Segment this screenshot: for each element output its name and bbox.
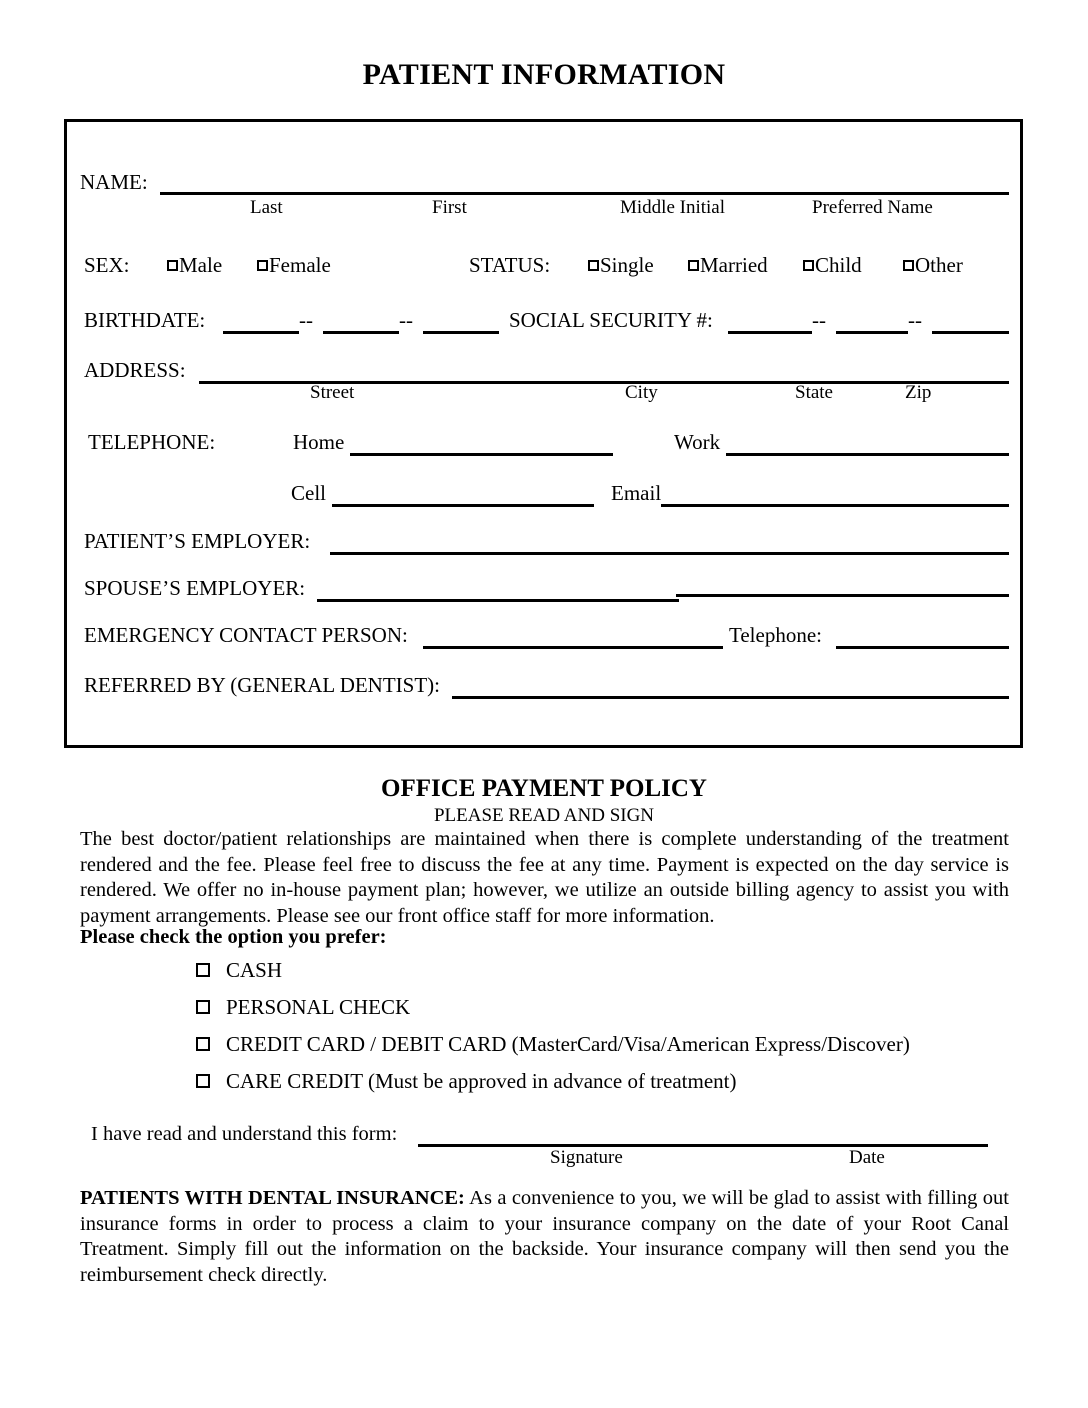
checkbox-icon-care-credit[interactable] [196, 1074, 210, 1088]
email-line[interactable] [661, 504, 1009, 507]
status-option-other-label: Other [915, 253, 963, 277]
checkbox-icon-single[interactable] [588, 260, 599, 271]
birthdate-year-line[interactable] [423, 331, 499, 334]
payment-option-credit-card[interactable] [196, 1032, 910, 1057]
checkbox-icon-credit-card[interactable] [196, 1037, 210, 1051]
ssn-separator-1: -- [812, 308, 826, 332]
telephone-cell-label: Cell [291, 481, 326, 505]
page-title: PATIENT INFORMATION [362, 58, 726, 91]
emergency-contact-name-line[interactable] [423, 646, 723, 649]
dental-insurance-lead: PATIENTS WITH DENTAL INSURANCE: [80, 1187, 465, 1209]
ssn-label: SOCIAL SECURITY #: [509, 308, 713, 332]
checkbox-icon-personal-check[interactable] [196, 1000, 210, 1014]
status-option-child[interactable] [803, 255, 862, 276]
sex-option-female[interactable] [257, 255, 331, 276]
checkbox-icon-cash[interactable] [196, 963, 210, 977]
sex-option-male-label: Male [179, 253, 223, 277]
status-option-single[interactable] [588, 255, 654, 276]
status-label: STATUS: [469, 253, 551, 277]
dental-insurance-paragraph [80, 1186, 1009, 1288]
checkbox-icon-male[interactable] [167, 260, 178, 271]
payment-option-personal-check-label: PERSONAL CHECK [226, 995, 411, 1019]
birthdate-month-line[interactable] [223, 331, 299, 334]
telephone-work-line[interactable] [726, 453, 1009, 456]
ssn-part-1-line[interactable] [728, 331, 812, 334]
payment-option-care-credit[interactable] [196, 1069, 736, 1094]
acknowledgement-text: I have read and understand this form: [91, 1123, 398, 1145]
sex-option-male[interactable] [167, 255, 222, 276]
signature-line[interactable] [418, 1144, 988, 1147]
status-option-other[interactable] [903, 255, 963, 276]
address-label: ADDRESS: [84, 358, 186, 382]
name-label: NAME: [80, 170, 148, 194]
status-option-married-label: Married [700, 253, 768, 277]
checkbox-icon-child[interactable] [803, 260, 814, 271]
dental-insurance-body: As a convenience to you, we will be glad to assist with filling out insurance forms in order to process a claim to your insurance company on the date of your Root Canal Treatment. Simply fill out the information on the backside. Your insurance company will then send you the reimbursement check directly. [80, 1187, 1009, 1286]
checkbox-icon-married[interactable] [688, 260, 699, 271]
birthdate-separator-2: -- [399, 308, 413, 332]
telephone-label: TELEPHONE: [88, 430, 216, 454]
birthdate-separator-1: -- [299, 308, 313, 332]
telephone-cell-line[interactable] [332, 504, 594, 507]
email-label: Email [611, 481, 662, 505]
payment-option-cash[interactable] [196, 958, 282, 983]
payment-option-personal-check[interactable] [196, 995, 410, 1020]
checkbox-icon-female[interactable] [257, 260, 268, 271]
sex-label: SEX: [84, 253, 130, 277]
spouse-employer-label: SPOUSE’S EMPLOYER: [84, 576, 306, 600]
payment-policy-body: The best doctor/patient relationships are maintained when there is complete understanding of the treatment rendered and the fee. Please feel free to discuss the fee at any time. Payment is expected on the day service is rendered. We offer no in-house payment plan; however, we utilize an outside billing agency to assist you with payment arrangements. Please see our front office staff for more information. [80, 828, 1009, 927]
spouse-employer-line-a[interactable] [317, 599, 679, 602]
name-input-line[interactable] [160, 192, 1009, 195]
payment-policy-subheading: PLEASE READ AND SIGN [433, 805, 655, 826]
address-sublabel-state: State [795, 382, 833, 403]
name-sublabel-last: Last [250, 197, 283, 218]
spouse-employer-line-b[interactable] [676, 594, 1009, 597]
emergency-contact-label: EMERGENCY CONTACT PERSON: [84, 623, 408, 647]
address-sublabel-street: Street [310, 382, 355, 403]
birthdate-label: BIRTHDATE: [84, 308, 206, 332]
referred-by-line[interactable] [452, 696, 1009, 699]
payment-option-prompt: Please check the option you prefer: [80, 926, 387, 948]
address-sublabel-zip: Zip [905, 382, 932, 403]
telephone-home-line[interactable] [350, 453, 613, 456]
name-sublabel-preferred-name: Preferred Name [812, 197, 933, 218]
checkbox-icon-other[interactable] [903, 260, 914, 271]
signature-label: Signature [550, 1147, 623, 1168]
ssn-part-3-line[interactable] [932, 331, 1009, 334]
emergency-contact-telephone-label: Telephone: [729, 623, 822, 647]
name-sublabel-middle-initial: Middle Initial [620, 197, 726, 218]
patient-employer-line[interactable] [330, 552, 1009, 555]
referred-by-label: REFERRED BY (GENERAL DENTIST): [84, 673, 441, 697]
name-sublabel-first: First [432, 197, 467, 218]
birthdate-day-line[interactable] [323, 331, 399, 334]
date-label: Date [849, 1147, 885, 1168]
ssn-separator-2: -- [908, 308, 922, 332]
patient-employer-label: PATIENT’S EMPLOYER: [84, 529, 311, 553]
payment-option-care-credit-label: CARE CREDIT (Must be approved in advance of treatment) [226, 1069, 737, 1093]
status-option-single-label: Single [600, 253, 654, 277]
emergency-contact-telephone-line[interactable] [836, 646, 1009, 649]
status-option-child-label: Child [815, 253, 862, 277]
ssn-part-2-line[interactable] [836, 331, 908, 334]
payment-option-credit-card-label: CREDIT CARD / DEBIT CARD (MasterCard/Visa/American Express/Discover) [226, 1032, 910, 1056]
address-sublabel-city: City [625, 382, 658, 403]
status-option-married[interactable] [688, 255, 768, 276]
payment-policy-heading: OFFICE PAYMENT POLICY [381, 775, 707, 802]
telephone-work-label: Work [674, 430, 721, 454]
payment-option-cash-label: CASH [226, 958, 283, 982]
telephone-home-label: Home [293, 430, 345, 454]
sex-option-female-label: Female [269, 253, 331, 277]
